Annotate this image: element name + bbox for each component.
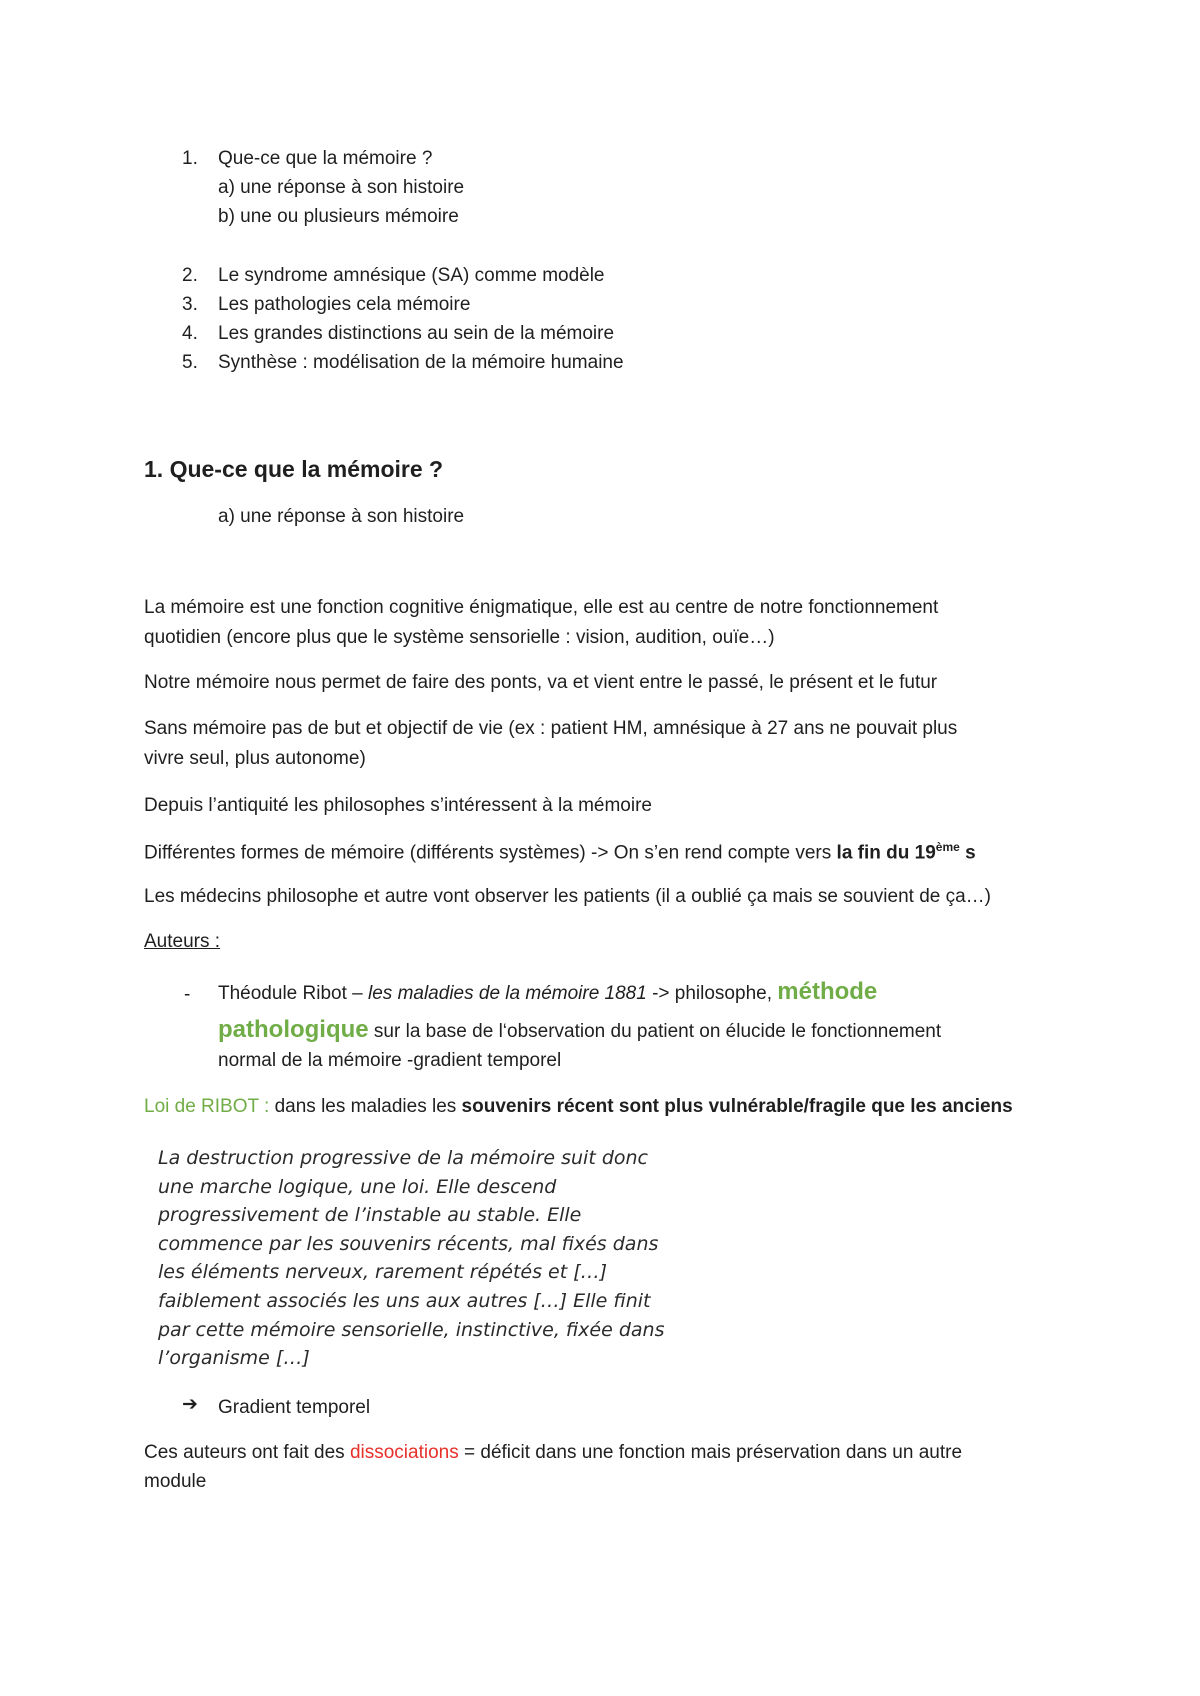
toc-item: 2. Le syndrome amnésique (SA) comme modèle — [182, 265, 605, 286]
paragraph: Les médecins philosophe et autre vont observer les patients (il a oublié ça mais se souvient de ça…) — [144, 886, 992, 907]
quote-line: progressivement de l’instable au stable. Elle — [158, 1204, 582, 1227]
author-ribot-desc: normal de la mémoire -gradient temporel — [218, 1050, 562, 1071]
ribot-quote — [158, 1144, 678, 1373]
section-subheading: a) une réponse à son histoire — [218, 506, 465, 527]
toc-item: 1. Que-ce que la mémoire ? — [182, 148, 433, 169]
author-ribot: Théodule Ribot – les maladies de la mémoire 1881 -> philosophe, méthode — [218, 978, 878, 1005]
quote-line: les éléments nerveux, rarement répétés et […] — [158, 1261, 608, 1284]
toc-subitem: a) une réponse à son histoire — [218, 177, 465, 198]
paragraph-line: La mémoire est une fonction cognitive énigmatique, elle est au centre de notre fonctionnement — [144, 597, 939, 618]
quote-line: une marche logique, une loi. Elle descend — [158, 1175, 557, 1198]
arrow-icon: ➔ — [182, 1394, 198, 1415]
toc-item: 4. Les grandes distinctions au sein de la mémoire — [182, 323, 615, 344]
bullet-dash: - — [184, 984, 191, 1005]
paragraph: Depuis l’antiquité les philosophes s’intéressent à la mémoire — [144, 795, 652, 816]
quote-line: l’organisme […] — [158, 1347, 310, 1370]
dissociation-paragraph: Ces auteurs ont fait des dissociations = déficit dans une fonction mais préservation dans un autre — [144, 1442, 963, 1463]
author-ribot-desc: pathologique sur la base de l‘observation du patient on élucide le fonctionnement — [218, 1016, 942, 1043]
quote-line: par cette mémoire sensorielle, instinctive, fixée dans — [158, 1318, 665, 1341]
ribot-law: Loi de RIBOT : dans les maladies les souvenirs récent sont plus vulnérable/fragile que les anciens — [144, 1096, 1013, 1117]
authors-label: Auteurs : — [144, 931, 221, 952]
toc-item: 3. Les pathologies cela mémoire — [182, 294, 471, 315]
quote-line: commence par les souvenirs récents, mal fixés dans — [158, 1232, 659, 1255]
quote-line: La destruction progressive de la mémoire suit donc — [158, 1147, 648, 1169]
toc-item: 5. Synthèse : modélisation de la mémoire humaine — [182, 352, 624, 373]
dissociation-line2: module — [144, 1471, 207, 1492]
paragraph-line: quotidien (encore plus que le système sensorielle : vision, audition, ouïe…) — [144, 627, 775, 648]
section-heading: 1. Que-ce que la mémoire ? — [144, 456, 444, 482]
gradient-label: Gradient temporel — [218, 1397, 371, 1418]
quote-line: faiblement associés les uns aux autres […] Elle finit — [158, 1289, 651, 1312]
paragraph-line: Sans mémoire pas de but et objectif de vie (ex : patient HM, amnésique à 27 ans ne pouvait plus — [144, 718, 958, 739]
paragraph-line: vivre seul, plus autonome) — [144, 748, 366, 769]
paragraph: Différentes formes de mémoire (différents systèmes) -> On s’en rend compte vers la fin du 19ème s — [144, 840, 976, 864]
toc-subitem: b) une ou plusieurs mémoire — [218, 206, 459, 227]
paragraph: Notre mémoire nous permet de faire des ponts, va et vient entre le passé, le présent et le futur — [144, 672, 938, 693]
